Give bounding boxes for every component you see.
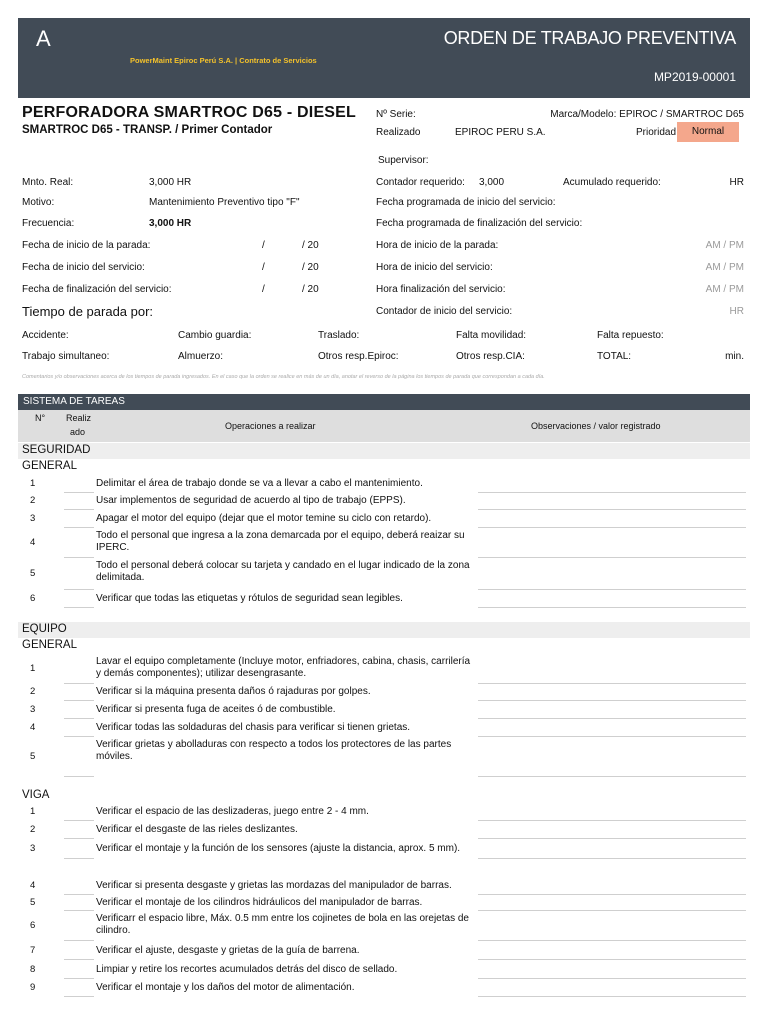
- motivo-label: Motivo:: [22, 197, 55, 208]
- task-text: Verificar el montaje y la función de los sensores (ajuste la distancia, aprox. 5 mm).: [96, 843, 461, 854]
- group-subtitle-general: GENERAL: [22, 639, 77, 651]
- header-letter: A: [36, 26, 51, 51]
- task-number: 2: [30, 686, 36, 697]
- falta-repuesto-label: Falta repuesto:: [597, 330, 664, 341]
- marca-modelo: Marca/Modelo: EPIROC / SMARTROC D65: [550, 109, 744, 120]
- motivo-value: Mantenimiento Preventivo tipo "F": [149, 197, 300, 208]
- date-slash: /: [262, 262, 265, 273]
- ampm: AM / PM: [705, 284, 744, 295]
- accidente-label: Accidente:: [22, 330, 69, 341]
- traslado-label: Traslado:: [318, 330, 360, 341]
- observation-field-line[interactable]: [478, 509, 746, 510]
- mnto-value: 3,000 HR: [149, 177, 192, 188]
- fecha-inicio-parada: Fecha de inicio de la parada:: [22, 240, 151, 251]
- tasks-section-title: SISTEMA DE TAREAS: [23, 396, 125, 407]
- group-subtitle-general: GENERAL: [22, 460, 77, 472]
- fecha-fin-servicio: Fecha de finalización del servicio:: [22, 284, 172, 295]
- task-text: Delimitar el área de trabajo donde se va a llevar a cabo el mantenimiento.: [96, 478, 423, 489]
- observation-field-line[interactable]: [478, 589, 746, 590]
- task-number: 5: [30, 751, 36, 762]
- task-text: Verificar el montaje y los daños del motor de alimentación.: [96, 982, 355, 993]
- equipment-subtitle: SMARTROC D65 - TRANSP. / Primer Contador: [22, 124, 273, 136]
- tasks-section-bar: [18, 394, 750, 410]
- date-year: / 20: [302, 262, 319, 273]
- date-year: / 20: [302, 284, 319, 295]
- col-n: N°: [35, 413, 46, 423]
- task-text: Verificar el ajuste, desgaste y grietas de la guía de barrena.: [96, 945, 360, 956]
- otros-cia-label: Otros resp.CIA:: [456, 351, 525, 362]
- realizado-checkbox-line[interactable]: [64, 683, 94, 684]
- realizado-checkbox-line[interactable]: [64, 736, 94, 737]
- serie-label: Nº Serie:: [376, 109, 416, 120]
- supervisor-label: Supervisor:: [378, 155, 429, 166]
- realizado-checkbox-line[interactable]: [64, 557, 94, 558]
- almuerzo-label: Almuerzo:: [178, 351, 224, 362]
- task-text: Limpiar y retire los recortes acumulados detrás del disco de sellado.: [96, 964, 398, 975]
- prioridad-label: Prioridad: [636, 127, 677, 138]
- hora-inicio-parada: Hora de inicio de la parada:: [376, 240, 499, 251]
- task-text: Verificar que todas las etiquetas y rótulos de seguridad sean legibles.: [96, 593, 403, 604]
- observation-field-line[interactable]: [478, 607, 746, 608]
- order-code: MP2019-00001: [653, 70, 736, 84]
- date-year: / 20: [302, 240, 319, 251]
- task-text: Todo el personal deberá colocar su tarjeta y candado en el lugar indicado de la zona delimitada.: [96, 560, 470, 583]
- observation-field-line[interactable]: [478, 894, 746, 895]
- task-text: Verificar si presenta fuga de aceites ó de combustible.: [96, 704, 336, 715]
- realizado-checkbox-line[interactable]: [64, 607, 94, 608]
- task-text: Lavar el equipo completamente (Incluye motor, enfriadores, cabina, chasis, carrilería y demás componentes); utilizar desengrasante.: [96, 656, 471, 679]
- cambio-guardia-label: Cambio guardia:: [178, 330, 252, 341]
- observation-field-line[interactable]: [478, 557, 746, 558]
- task-number: 3: [30, 513, 36, 524]
- observation-field-line[interactable]: [478, 910, 746, 911]
- observation-field-line[interactable]: [478, 858, 746, 859]
- observation-field-line[interactable]: [478, 978, 746, 979]
- task-number: 1: [30, 806, 36, 817]
- frecuencia-value: 3,000 HR: [149, 218, 192, 229]
- task-number: 5: [30, 568, 36, 579]
- fecha-prog-fin: Fecha programada de finalización del servicio:: [376, 218, 583, 229]
- group-title-equipo: EQUIPO: [22, 623, 67, 635]
- observation-field-line[interactable]: [478, 718, 746, 719]
- min-unit: min.: [725, 351, 744, 362]
- task-number: 4: [30, 722, 36, 733]
- col-observaciones: Observaciones / valor registrado: [531, 421, 661, 431]
- parada-title: Tiempo de parada por:: [22, 304, 154, 319]
- prioridad-badge: Normal: [677, 122, 739, 142]
- hora-inicio-servicio: Hora de inicio del servicio:: [376, 262, 493, 273]
- task-number: 3: [30, 843, 36, 854]
- realizado-value: EPIROC PERU S.A.: [455, 127, 546, 138]
- task-text: Verificarr el espacio libre, Máx. 0.5 mm entre los cojinetes de bola en las orejetas de cilindro.: [96, 913, 469, 936]
- observation-field-line[interactable]: [478, 996, 746, 997]
- otros-epiroc-label: Otros resp.Epiroc:: [318, 351, 399, 362]
- task-number: 2: [30, 495, 36, 506]
- col-operaciones: Operaciones a realizar: [225, 421, 316, 431]
- task-number: 9: [30, 982, 36, 993]
- observation-field-line[interactable]: [478, 683, 746, 684]
- realizado-checkbox-line[interactable]: [64, 820, 94, 821]
- realizado-checkbox-line[interactable]: [64, 718, 94, 719]
- task-text: Usar implementos de seguridad de acuerdo al tipo de trabajo (EPPS).: [96, 495, 406, 506]
- task-text: Verificar el espacio de las deslizaderas, juego entre 2 - 4 mm.: [96, 806, 369, 817]
- observation-field-line[interactable]: [478, 527, 746, 528]
- task-number: 6: [30, 593, 36, 604]
- observation-field-line[interactable]: [478, 736, 746, 737]
- task-text: Verificar el montaje de los cilindros hidráulicos del manipulador de barras.: [96, 897, 423, 908]
- date-slash: /: [262, 284, 265, 295]
- task-text: Verificar todas las soldaduras del chasis para verificar si tienen grietas.: [96, 722, 411, 733]
- task-text: Verificar grietas y abolladuras con respecto a todos los protectores de las partes móviles.: [96, 739, 452, 762]
- realizado-checkbox-line[interactable]: [64, 910, 94, 911]
- document-title: ORDEN DE TRABAJO PREVENTIVA: [443, 28, 736, 48]
- acumulado-label: Acumulado requerido:: [563, 177, 661, 188]
- realizado-checkbox-line[interactable]: [64, 959, 94, 960]
- acumulado-unit: HR: [729, 177, 744, 188]
- total-label: TOTAL:: [597, 351, 632, 362]
- task-number: 7: [30, 945, 36, 956]
- group-band: [18, 443, 750, 459]
- mnto-label: Mnto. Real:: [22, 177, 74, 188]
- falta-movilidad-label: Falta movilidad:: [456, 330, 527, 341]
- header-company: PowerMaint Epiroc Perú S.A. | Contrato de Servicios: [130, 56, 317, 65]
- task-number: 1: [30, 663, 36, 674]
- observation-field-line[interactable]: [478, 776, 746, 777]
- task-number: 6: [30, 920, 36, 931]
- fecha-prog-inicio: Fecha programada de inicio del servicio:: [376, 197, 556, 208]
- realizado-checkbox-line[interactable]: [64, 858, 94, 859]
- tasks-column-header: [18, 410, 750, 442]
- col-realizado-1: Realiz: [66, 413, 92, 423]
- task-text: Verificar si la máquina presenta daños ó rajaduras por golpes.: [96, 686, 371, 697]
- observation-field-line[interactable]: [478, 700, 746, 701]
- realizado-checkbox-line[interactable]: [64, 589, 94, 590]
- task-number: 8: [30, 964, 36, 975]
- contador-requerido-value: 3,000: [479, 177, 505, 188]
- realizado-checkbox-line[interactable]: [64, 509, 94, 510]
- hora-fin: Hora finalización del servicio:: [376, 284, 506, 295]
- frecuencia-label: Frecuencia:: [22, 218, 75, 229]
- realizado-checkbox-line[interactable]: [64, 838, 94, 839]
- task-text: Todo el personal que ingresa a la zona demarcada por el equipo, deberá reaizar su IPERC.: [96, 530, 465, 553]
- task-text: Verificar el desgaste de las rieles deslizantes.: [96, 824, 298, 835]
- observation-field-line[interactable]: [478, 940, 746, 941]
- realizado-checkbox-line[interactable]: [64, 996, 94, 997]
- realizado-checkbox-line[interactable]: [64, 940, 94, 941]
- task-text: Apagar el motor del equipo (dejar que el motor temine su ciclo con retardo).: [96, 513, 432, 524]
- observation-field-line[interactable]: [478, 838, 746, 839]
- ampm: AM / PM: [705, 262, 744, 273]
- task-text: Verificar si presenta desgaste y grietas las mordazas del manipulador de barras.: [96, 880, 452, 891]
- fecha-inicio-servicio: Fecha de inicio del servicio:: [22, 262, 145, 273]
- col-realizado-2: ado: [70, 427, 86, 437]
- observation-field-line[interactable]: [478, 820, 746, 821]
- contador-inicio-unit: HR: [729, 306, 744, 317]
- task-number: 5: [30, 897, 36, 908]
- realizado-checkbox-line[interactable]: [64, 700, 94, 701]
- ampm: AM / PM: [705, 240, 744, 251]
- realizado-checkbox-line[interactable]: [64, 776, 94, 777]
- task-number: 4: [30, 880, 36, 891]
- date-slash: /: [262, 240, 265, 251]
- group-title-seguridad: SEGURIDAD: [22, 444, 91, 456]
- observation-field-line[interactable]: [478, 492, 746, 493]
- realizado-label: Realizado: [376, 127, 421, 138]
- group-title-viga: VIGA: [22, 789, 50, 801]
- page-header: [18, 18, 750, 98]
- group-band: [18, 622, 750, 638]
- task-number: 2: [30, 824, 36, 835]
- realizado-checkbox-line[interactable]: [64, 978, 94, 979]
- realizado-checkbox-line[interactable]: [64, 527, 94, 528]
- contador-requerido-label: Contador requerido:: [376, 177, 465, 188]
- realizado-checkbox-line[interactable]: [64, 492, 94, 493]
- task-number: 1: [30, 478, 36, 489]
- task-number: 4: [30, 537, 36, 548]
- trabajo-simultaneo-label: Trabajo simultaneo:: [22, 351, 110, 362]
- equipment-title: PERFORADORA SMARTROC D65 - DIESEL: [22, 104, 357, 121]
- observation-field-line[interactable]: [478, 959, 746, 960]
- parada-note: Comentarios y/o observaciones acerca de los tiempos de parada ingresados. En el caso que la orden se realice en más de un día, anotar el reverso de la página los tiempos de parada que correspondan a cada día.: [22, 374, 545, 380]
- contador-inicio: Contador de inicio del servicio:: [376, 306, 513, 317]
- realizado-checkbox-line[interactable]: [64, 894, 94, 895]
- task-number: 3: [30, 704, 36, 715]
